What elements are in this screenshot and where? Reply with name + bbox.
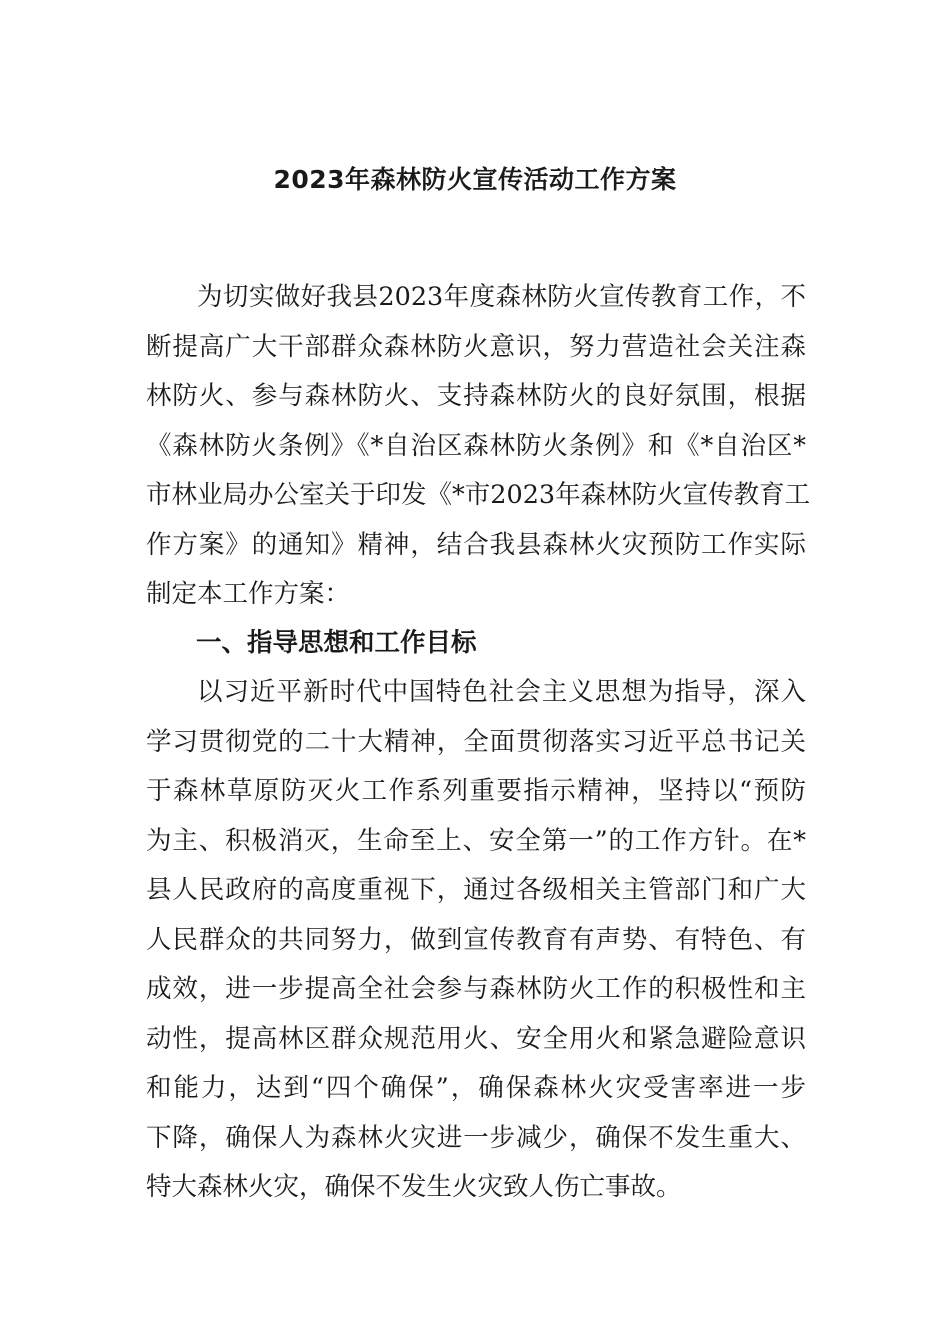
- section-heading: 一、指导思想和工作目标: [196, 628, 477, 658]
- paragraph-line: 作方案》的通知》精神，结合我县森林火灾预防工作实际: [146, 529, 806, 560]
- paragraph-line: 于森林草原防灭火工作系列重要指示精神，坚持以“预防: [146, 776, 806, 806]
- paragraph-intro: [146, 273, 811, 620]
- paragraph-line: 下降，确保人为森林火灾进一步减少，确保不发生重大、: [146, 1122, 806, 1153]
- paragraph-line: 为切实做好我县2023年度森林防火宣传教育工作，不: [197, 282, 806, 312]
- paragraph-line: 《森林防火条例》《*自治区森林防火条例》和《*自治区*: [146, 430, 806, 461]
- paragraph-line: 为主、积极消灭，生命至上、安全第一”的工作方针。在*: [146, 825, 806, 856]
- paragraph-line: 人民群众的共同努力，做到宣传教育有声势、有特色、有: [146, 924, 806, 955]
- paragraph-line: 制定本工作方案：: [146, 579, 351, 609]
- paragraph-line: 动性，提高林区群众规范用火、安全用火和紧急避险意识: [146, 1023, 806, 1054]
- paragraph-line: 特大森林火灾，确保不发生火灾致人伤亡事故。: [146, 1172, 682, 1202]
- paragraph-guiding-ideology: [146, 668, 806, 1213]
- paragraph-line: 断提高广大干部群众森林防火意识，努力营造社会关注森: [146, 331, 806, 362]
- paragraph-line: 县人民政府的高度重视下，通过各级相关主管部门和广大: [146, 875, 806, 905]
- paragraph-line: 林防火、参与森林防火、支持森林防火的良好氛围，根据: [146, 381, 806, 411]
- paragraph-line: 以习近平新时代中国特色社会主义思想为指导，深入: [197, 677, 806, 707]
- paragraph-line: 成效，进一步提高全社会参与森林防火工作的积极性和主: [146, 974, 806, 1004]
- paragraph-line: 学习贯彻党的二十大精神，全面贯彻落实习近平总书记关: [146, 726, 806, 757]
- paragraph-line: 市林业局办公室关于印发《*市2023年森林防火宣传教育工: [146, 480, 811, 510]
- paragraph-line: 和能力，达到“四个确保”，确保森林火灾受害率进一步: [146, 1073, 806, 1103]
- document-title: 2023年森林防火宣传活动工作方案: [273, 165, 677, 194]
